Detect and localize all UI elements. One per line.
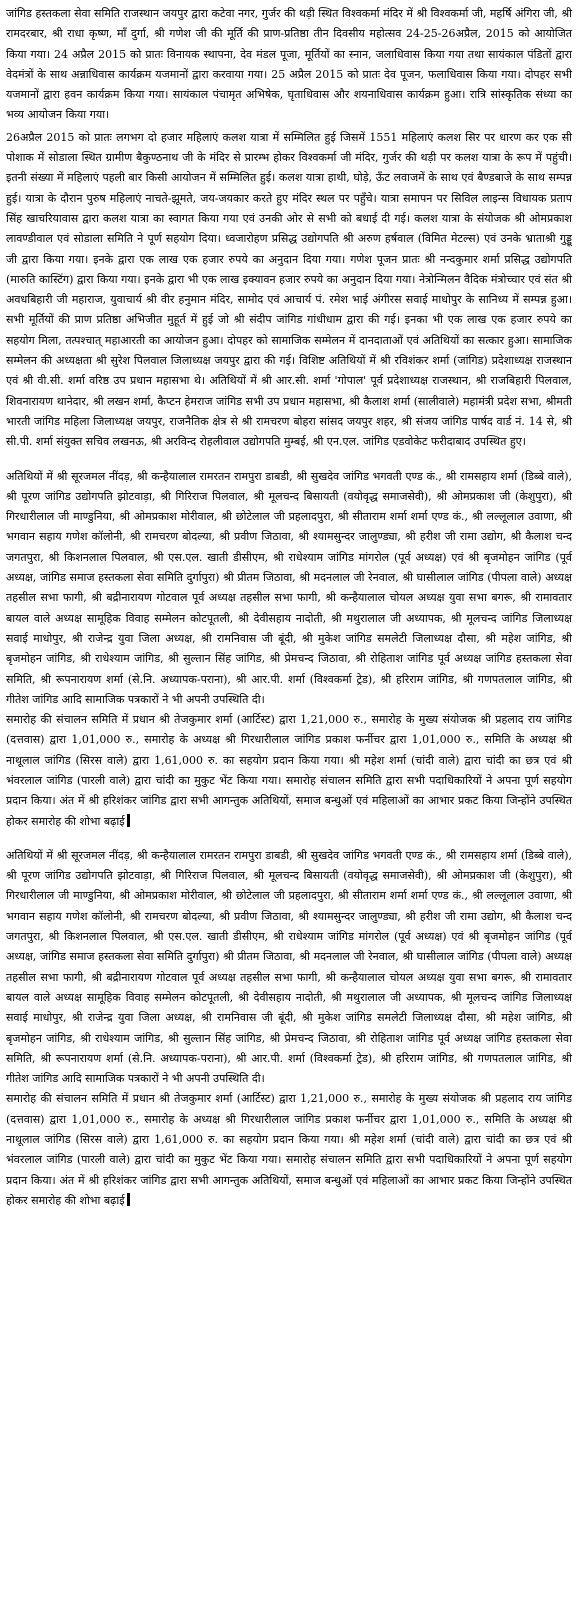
section-gap xyxy=(6,453,572,467)
closing-text-repeat: समारोह की संचालन समिति में प्रधान श्री तेजकुमार शर्मा (आर्टिस्ट) द्वारा 1,21,000 रु., समारोह के मुख्य संयोजक श्री प्रहलाद राय जांगिड (दत्तवास) द्वारा 1,01,000 रु., समारोह के अध्यक्ष श्री गिरधारीलाल जांगिड प्रकाश फर्नीचर द्वारा 1,01,000 रु., समिति के अध्यक्ष श्री नाथूलाल जांगिड (सिरस वाले) द्वारा 1,61,000 रु. का सहयोग प्रदान किया गया। श्री महेश शर्मा (चांदी वाले) द्वारा चांदी का छत्र एवं श्री भंवरलाल जांगिड (पारली वाले) द्वारा चांदी का मुकुट भेंट किया गया। समारोह संचालन समिति द्वारा सभी पदाधिकारियों ने अपना पूर्ण सहयोग प्रदान किया। अंत में श्री हरिशंकर जांगिड द्वारा सभी आगन्तुक अतिथियों, समाज बन्धुओं एवं महिलाओं का आभार प्रकट किया जिन्होंने उपस्थित होकर समारोह की शोभा बढ़ाई xyxy=(6,1092,572,1207)
guests-paragraph: अतिथियों में श्री सूरजमल नींदड़, श्री कन्हैयालाल रामरतन रामपुरा डाबडी, श्री सुखदेव जांगिड भगवती एण्ड कं., श्री रामसहाय शर्मा (डिब्बे वाले), श्री पूरण जांगिड उद्योगपति झोटवाड़ा, श्री गिरिराज पिलवाल, श्री मूलचन्द बिसायती (वयोवृद्ध समाजसेवी), श्री ओमप्रकाश जी (केशुपुरा), श्री गिरधारीलाल जी माण्डुनिया, श्री ओमप्रकाश मोरीवाल, श्री छोटेलाल जी प्रहलादपुरा, श्री सीताराम शर्मा शर्मा एण्ड कं., श्री लल्लूलाल उवाणा, श्री भगवान सहाय गणेश कॉलोनी, श्री रामचरण बोदल्या, श्री प्रवीण जिठावा, श्री श्यामसुन्दर जालुण्ड्या, श्री हरीश जी रामा उद्योग, श्री कैलाश चन्द जगतपुरा, श्री किशनलाल पिलवाल, श्री एस.एल. खाती डीसीएम, श्री राधेश्याम जांगिड मांगरोल (पूर्व अध्यक्ष) एवं श्री बृजमोहन जांगिड (पूर्व अध्यक्ष, जांगिड समाज हस्तकला सेवा समिति दुर्गापुरा) श्री प्रीतम जिठावा, श्री मदनलाल जी रेनवाल, श्री घासीलाल जांगिड (पीपला वाले) अध्यक्ष तहसील सभा फागी, श्री बद्रीनारायण गोटवाल पूर्व अध्यक्ष तहसील सभा फागी, श्री कन्हैयालाल चोयल अध्यक्ष युवा सभा बगरू, श्री रामावतार बायल वाले अध्यक्ष सामूहिक विवाह सम्मेलन कोटपूतली, श्री देवीसहाय नादोती, श्री मथुरालाल जी अध्यापक, श्री मूलचन्द जांगिड जिलाध्यक्ष सवाई माधोपुर, श्री राजेन्द्र युवा जिला अध्यक्ष, श्री रामनिवास जी बूंदी, श्री मुकेश जांगिड समलेटी जिलाध्यक्ष दौसा, श्री महेश जांगिड, श्री बृजमोहन जांगिड, श्री राधेश्याम जांगिड, श्री सुल्तान सिंह जांगिड, श्री प्रेमचन्द जिठावा, श्री रोहिताश जांगिड पूर्व अध्यक्ष जांगिड हस्तकला सेवा समिति, श्री रूपनारायण शर्मा (से.नि. अध्यापक-पराना), श्री आर.पी. शर्मा (विश्वकर्मा ट्रेड), श्री हरिराम जांगिड, श्री गणपतलाल जांगिड, श्री गीतेश जांगिड आदि सामाजिक पत्रकारों ने भी अपनी उपस्थिति दी। xyxy=(6,469,572,706)
closing-paragraph xyxy=(6,710,572,832)
text-cursor-mark xyxy=(127,1193,130,1206)
guests-section-2 xyxy=(6,846,572,1211)
intro-paragraph: जांगिड हस्तकला सेवा समिति राजस्थान जयपुर द्वारा कटेवा नगर, गुर्जर की थड़ी स्थित विश्वकर्मा मंदिर में श्री विश्वकर्मा जी, महर्षि अंगिरा जी, श्री रामदरबार, श्री राधा कृष्ण, माँ दुर्गा, श्री गणेश जी की मूर्ति की प्राण-प्रतिष्ठा तीन दिवसीय महोत्सव 24-25-26अप्रैल, 2015 को आयोजित किया गया। 24 अप्रैल 2015 को प्रातः विनायक स्थापना, देव मंडल पूजा, मूर्तियों का स्नान, जलाधिवास किया गया तथा सायंकाल पंडितों द्वारा वेदमंत्रों के साथ अन्नाधिवास कार्यक्रम यजमानों द्वारा करवाया गया। 25 अप्रैल 2015 को प्रातः देव पूजन, फलाधिवास किया गया। दोपहर सभी यजमानों द्वारा हवन कार्यक्रम किया गया। सायंकाल पंचामृत अभिषेक, घृताधिवास और शयनाधिवास कार्यक्रम हुआ। रात्रि सांस्कृतिक संध्या का भव्य आयोजन किया गया। xyxy=(6,7,572,122)
article-page xyxy=(6,4,572,1211)
guests-section-1 xyxy=(6,467,572,832)
section-gap xyxy=(6,832,572,846)
kalash-yatra-paragraph: 26अप्रैल 2015 को प्रातः लगभग दो हजार महिलाएं कलश यात्रा में सम्मिलित हुई जिसमें 1551 महिलाएं कलश सिर पर धारण कर एक सी पोशाक में सोडाला स्थित ग्रामीण बैकुण्ठनाथ जी के मंदिर से प्रारम्भ होकर विश्वकर्मा जी मंदिर, गुर्जर की थड़ी पर कलश यात्रा के रूप में पहुंची। इतनी संख्या में महिलाएं पहली बार किसी आयोजन में सम्मिलित हुई। कलश यात्रा हाथी, घोड़े, ऊँट लवाजमें के साथ एवं बैण्डबाजे के साथ सम्पन्न हुई। यात्रा के दौरान पुरुष महिलाएं नाचते-झूमते, जय-जयकार करते हुए मंदिर स्थल पर पहुँचे। यात्रा समापन पर सिविल लाइन्स विधायक प्रताप सिंह खाचरियावास द्वारा कलश यात्रा का स्वागत किया गया एवं उनकी ओर से सभी को बधाई दी गई। कलश यात्रा के संयोजक श्री ओमप्रकाश लावण्डीवाल एवं सोडाला समिति ने पूर्ण सहयोग दिया। ध्वजारोहण प्रसिद्ध उद्योगपति श्री अरुण हर्षवाल (विमित मेटल्स) एवं उनके भ्राताश्री गुड्डू जी द्वारा किया गया। इनके द्वारा एक लाख एक हजार रुपये का अनुदान दिया गया। गणेश पूजन प्रातः श्री नन्दकुमार शर्मा प्रसिद्ध उद्योगपति (मारुति कास्टिंग) द्वारा किया गया। इनके द्वारा भी एक लाख इक्यावन हजार रुपये का अनुदान दिया गया। नेत्रोन्मिलन वैदिक मंत्रोच्चार एवं संत श्री अवधबिहारी जी महाराज, युवाचार्य श्री वीर हनुमान मंदिर, सामोद एवं आचार्य पं. रमेश भाई अंगीरस सवाई माधोपुर के सानिध्य में सम्पन्न हुआ। सभी मूर्तियों की प्राण प्रतिष्ठा अभिजीत मुहूर्त में हुई जो श्री संदीप जांगिड गांधीधाम द्वारा की गई। इनका भी एक लाख एक हजार रुपये का सहयोग मिला, तत्पश्चात् महाआरती का आयोजन हुआ। दोपहर को सामाजिक सम्मेलन में दानदाताओं एवं अतिथियों का सत्कार हुआ। सामाजिक सम्मेलन की अध्यक्षता श्री सुरेश पिलवाल जिलाध्यक्ष जयपुर द्वारा की गई। विशिष्ट अतिथियों में श्री रविशंकर शर्मा (जांगिड) प्रदेशाध्यक्ष राजस्थान एवं श्री वी.सी. शर्मा वरिष्ठ उप प्रधान महासभा थे। अतिथियों में श्री आर.सी. शर्मा 'गोपाल' पूर्व प्रदेशाध्यक्ष राजस्थान, श्री राजबिहारी पिलवाल, शिवनारायण थानेदार, श्री लखन शर्मा, कैप्टन हेमराज जांगिड सभी उप प्रधान महासभा, श्री कैलाश शर्मा (सालीवाले) महामंत्री प्रदेश सभा, श्रीमती भारती जांगिड महिला जिलाध्यक्ष जयपुर, राजनैतिक क्षेत्र से श्री रामचरण बोहरा सांसद जयपुर शहर, श्री संजय जांगिड पार्षद वार्ड नं. 14 से, श्री सी.पी. शर्मा संयुक्त सचिव लखनऊ, श्री अरविन्द रोहलीवाल उद्योगपति मुम्बई, श्री एन.एल. जांगिड एडवोकेट फरीदाबाद उपस्थित हुए। xyxy=(6,130,572,449)
closing-paragraph-repeat xyxy=(6,1089,572,1211)
guests-paragraph-repeat: अतिथियों में श्री सूरजमल नींदड़, श्री कन्हैयालाल रामरतन रामपुरा डाबडी, श्री सुखदेव जांगिड भगवती एण्ड कं., श्री रामसहाय शर्मा (डिब्बे वाले), श्री पूरण जांगिड उद्योगपति झोटवाड़ा, श्री गिरिराज पिलवाल, श्री मूलचन्द बिसायती (वयोवृद्ध समाजसेवी), श्री ओमप्रकाश जी (केशुपुरा), श्री गिरधारीलाल जी माण्डुनिया, श्री ओमप्रकाश मोरीवाल, श्री छोटेलाल जी प्रहलादपुरा, श्री सीताराम शर्मा शर्मा एण्ड कं., श्री लल्लूलाल उवाणा, श्री भगवान सहाय गणेश कॉलोनी, श्री रामचरण बोदल्या, श्री प्रवीण जिठावा, श्री श्यामसुन्दर जालुण्ड्या, श्री हरीश जी रामा उद्योग, श्री कैलाश चन्द जगतपुरा, श्री किशनलाल पिलवाल, श्री एस.एल. खाती डीसीएम, श्री राधेश्याम जांगिड मांगरोल (पूर्व अध्यक्ष) एवं श्री बृजमोहन जांगिड (पूर्व अध्यक्ष, जांगिड समाज हस्तकला सेवा समिति दुर्गापुरा) श्री प्रीतम जिठावा, श्री मदनलाल जी रेनवाल, श्री घासीलाल जांगिड (पीपला वाले) अध्यक्ष तहसील सभा फागी, श्री बद्रीनारायण गोटवाल पूर्व अध्यक्ष तहसील सभा फागी, श्री कन्हैयालाल चोयल अध्यक्ष युवा सभा बगरू, श्री रामावतार बायल वाले अध्यक्ष सामूहिक विवाह सम्मेलन कोटपूतली, श्री देवीसहाय नादोती, श्री मथुरालाल जी अध्यापक, श्री मूलचन्द जांगिड जिलाध्यक्ष सवाई माधोपुर, श्री राजेन्द्र युवा जिला अध्यक्ष, श्री रामनिवास जी बूंदी, श्री मुकेश जांगिड समलेटी जिलाध्यक्ष दौसा, श्री महेश जांगिड, श्री बृजमोहन जांगिड, श्री राधेश्याम जांगिड, श्री सुल्तान सिंह जांगिड, श्री प्रेमचन्द जिठावा, श्री रोहिताश जांगिड पूर्व अध्यक्ष जांगिड हस्तकला सेवा समिति, श्री रूपनारायण शर्मा (से.नि. अध्यापक-पराना), श्री आर.पी. शर्मा (विश्वकर्मा ट्रेड), श्री हरिराम जांगिड, श्री गणपतलाल जांगिड, श्री गीतेश जांगिड आदि सामाजिक पत्रकारों ने भी अपनी उपस्थिति दी। xyxy=(6,848,572,1086)
text-cursor-mark xyxy=(127,814,130,827)
closing-text: समारोह की संचालन समिति में प्रधान श्री तेजकुमार शर्मा (आर्टिस्ट) द्वारा 1,21,000 रु., समारोह के मुख्य संयोजक श्री प्रहलाद राय जांगिड (दत्तवास) द्वारा 1,01,000 रु., समारोह के अध्यक्ष श्री गिरधारीलाल जांगिड प्रकाश फर्नीचर द्वारा 1,01,000 रु., समिति के अध्यक्ष श्री नाथूलाल जांगिड (सिरस वाले) द्वारा 1,61,000 रु. का सहयोग प्रदान किया गया। श्री महेश शर्मा (चांदी वाले) द्वारा चांदी का छत्र एवं श्री भंवरलाल जांगिड (पारली वाले) द्वारा चांदी का मुकुट भेंट किया गया। समारोह संचालन समिति द्वारा सभी पदाधिकारियों ने अपना पूर्ण सहयोग प्रदान किया। अंत में श्री हरिशंकर जांगिड द्वारा सभी आगन्तुक अतिथियों, समाज बन्धुओं एवं महिलाओं का आभार प्रकट किया जिन्होंने उपस्थित होकर समारोह की शोभा बढ़ाई xyxy=(6,713,572,828)
